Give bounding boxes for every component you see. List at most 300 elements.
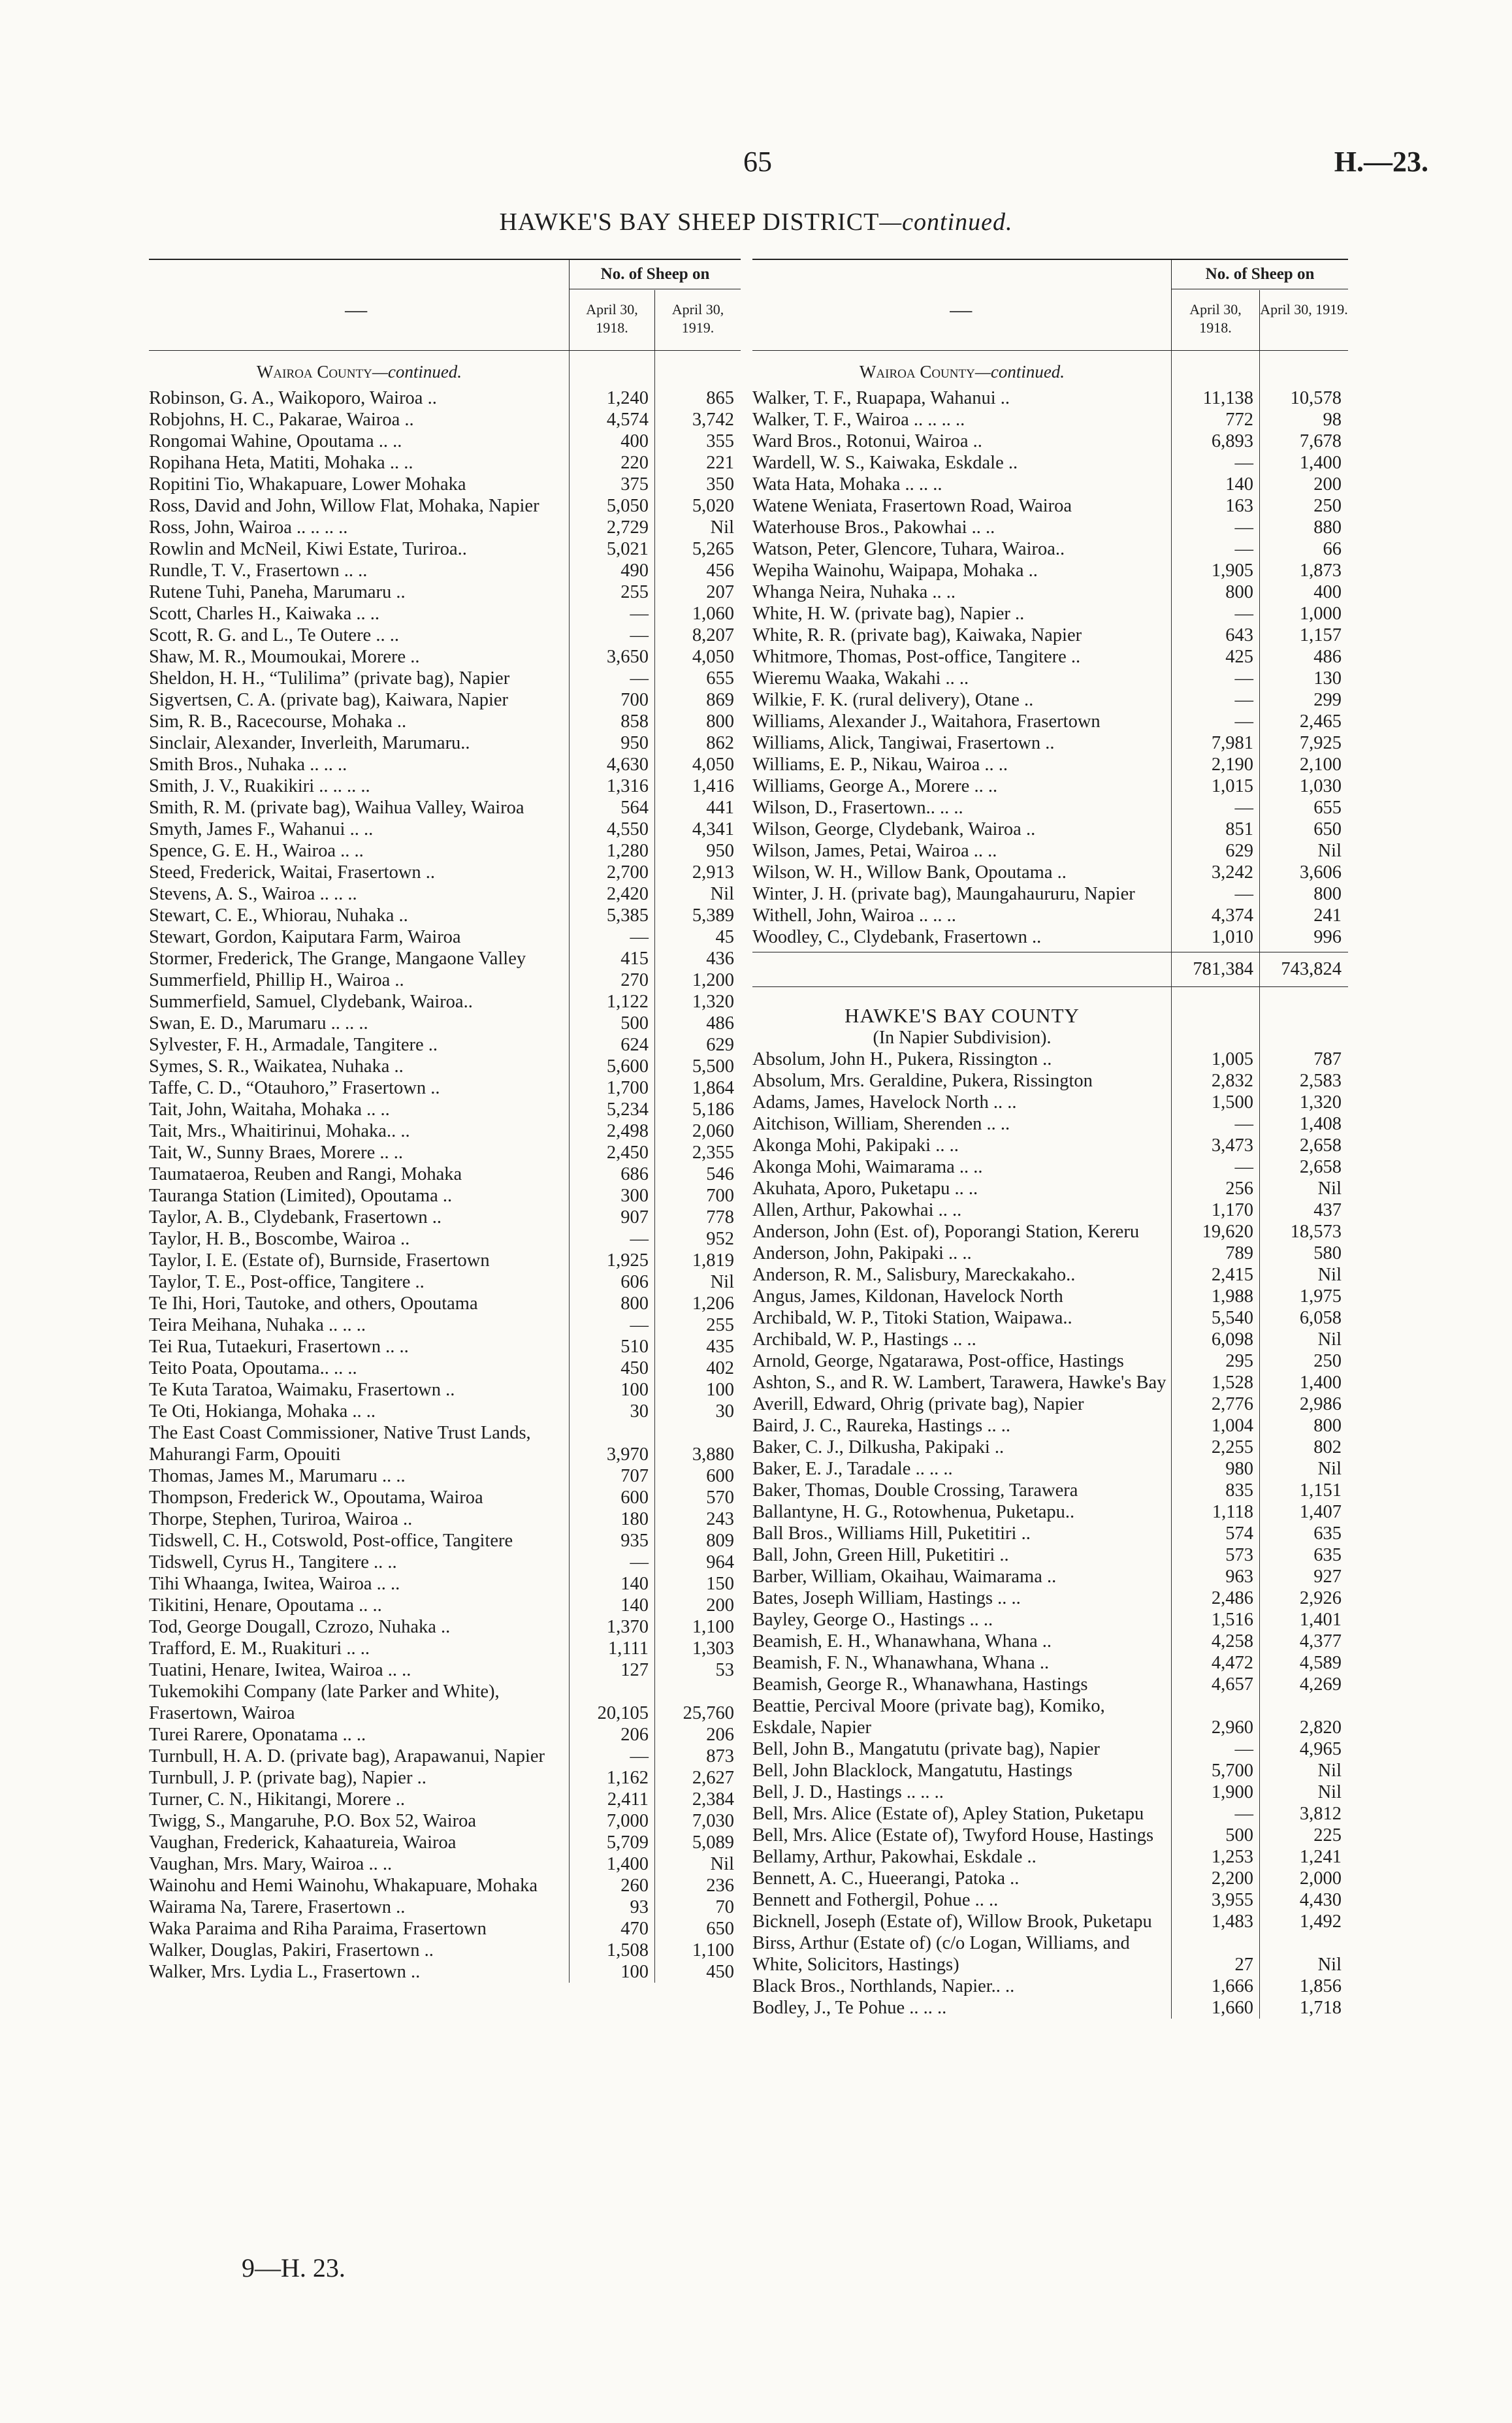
table-row — [149, 797, 741, 819]
table-row — [752, 1781, 1348, 1803]
sheep-1919: 8,207 — [692, 625, 734, 645]
owner-name: Archibald, W. P., Hastings .. .. — [752, 1329, 976, 1350]
owner-name: Tukemokihi Company (late Parker and White), Frasertown, Wairoa — [149, 1682, 500, 1723]
table-row — [752, 1501, 1348, 1523]
table-row — [149, 1832, 741, 1853]
sheep-1919: 2,465 — [1299, 711, 1342, 732]
sheep-1918: 2,190 — [1211, 755, 1253, 775]
table-row — [752, 1544, 1348, 1566]
table-row — [149, 1595, 741, 1616]
owner-name: Stewart, Gordon, Kaiputara Farm, Wairoa — [149, 927, 461, 947]
sheep-1918: — — [1234, 1739, 1253, 1759]
sheep-1919: 950 — [706, 841, 734, 861]
sheep-1919: 2,355 — [692, 1143, 734, 1163]
sheep-1919: 2,658 — [1299, 1135, 1342, 1156]
table-row — [149, 581, 741, 603]
sheep-1918: 4,657 — [1211, 1674, 1253, 1695]
table-row — [149, 775, 741, 797]
sheep-1918: 907 — [620, 1207, 649, 1228]
sheep-1918: — — [1234, 668, 1253, 689]
sheep-1918: 2,420 — [606, 884, 649, 904]
sheep-1918: 1,280 — [606, 841, 649, 861]
owner-name: Wilson, James, Petai, Wairoa .. .. — [752, 841, 997, 861]
table-row — [149, 948, 741, 969]
sheep-1919: 996 — [1313, 927, 1342, 947]
owner-name: Wepiha Wainohu, Waipapa, Mohaka .. — [752, 561, 1038, 581]
sheep-1918: — — [1234, 604, 1253, 624]
sheep-1918: 1,666 — [1211, 1976, 1253, 1996]
sheep-1918: 1,700 — [606, 1078, 649, 1098]
owner-name: Beattie, Percival Moore (private bag), Komiko, Eskdale, Napier — [752, 1696, 1105, 1738]
table-row — [752, 581, 1348, 603]
table-header — [149, 259, 741, 351]
table-row — [149, 452, 741, 474]
table-row — [752, 1976, 1348, 1997]
sheep-1919: 800 — [1313, 1416, 1342, 1436]
table-row — [752, 1092, 1348, 1113]
sheep-1918: 450 — [620, 1358, 649, 1378]
sheep-1918: 5,234 — [606, 1099, 649, 1120]
owner-name: Bicknell, Joseph (Estate of), Willow Brook, Puketapu — [752, 1911, 1152, 1932]
owner-name: Tuatini, Henare, Iwitea, Wairoa .. .. — [149, 1660, 411, 1680]
sheep-1918: 3,970 — [606, 1444, 649, 1465]
table-row — [752, 1372, 1348, 1393]
footer-reference: 9—H. 23. — [242, 2253, 346, 2283]
sheep-1918: 1,370 — [606, 1617, 649, 1637]
sheep-1918: 2,498 — [606, 1121, 649, 1141]
sheep-1919: 650 — [706, 1919, 734, 1939]
owner-name: Bayley, George O., Hastings .. .. — [752, 1610, 993, 1630]
sheep-1919: 150 — [706, 1574, 734, 1594]
sheep-1918: 1,111 — [607, 1638, 649, 1659]
table-row — [752, 387, 1348, 409]
owner-name: Taumataeroa, Reuben and Rangi, Mohaka — [149, 1164, 462, 1184]
sheep-1919: Nil — [1317, 841, 1342, 861]
county-total-row — [752, 952, 1348, 987]
owner-name: Steed, Frederick, Waitai, Frasertown .. — [149, 862, 436, 883]
table-row — [149, 1918, 741, 1940]
owner-name: Akuhata, Aporo, Puketapu .. .. — [752, 1179, 978, 1199]
owner-name: Absolum, John H., Pukera, Rissington .. — [752, 1049, 1052, 1069]
sheep-1918: 500 — [620, 1013, 649, 1033]
sheep-1918: 3,473 — [1211, 1135, 1253, 1156]
sheep-1919: 4,965 — [1299, 1739, 1342, 1759]
sheep-1918: 1,122 — [606, 992, 649, 1012]
owner-name: Bell, John Blacklock, Mangatutu, Hastings — [752, 1761, 1072, 1781]
sheep-1918: 1,015 — [1211, 776, 1253, 796]
sheep-1919: 1,873 — [1299, 561, 1342, 581]
owner-name: Smith, J. V., Ruakikiri .. .. .. .. — [149, 776, 370, 796]
owner-name: Smith Bros., Nuhaka .. .. .. — [149, 755, 347, 775]
table-row — [752, 1264, 1348, 1286]
owner-name: Williams, George A., Morere .. .. — [752, 776, 998, 796]
owner-name: Tod, George Dougall, Czrozo, Nuhaka .. — [149, 1617, 451, 1637]
owner-name: Sheldon, H. H., “Tulilima” (private bag), Napier — [149, 668, 510, 689]
owner-name: Vaughan, Frederick, Kahaatureia, Wairoa — [149, 1832, 457, 1853]
table-row — [752, 1156, 1348, 1178]
sheep-1919: 435 — [706, 1337, 734, 1357]
sheep-count-title: No. of Sheep on — [1172, 260, 1348, 289]
sheep-1918: — — [630, 927, 649, 947]
sheep-1918: 1,240 — [606, 388, 649, 408]
sheep-1918: 400 — [620, 431, 649, 451]
sheep-1918: 963 — [1225, 1567, 1253, 1587]
owner-name: Taylor, T. E., Post-office, Tangitere .. — [149, 1272, 425, 1292]
owner-name: Scott, Charles H., Kaiwaka .. .. — [149, 604, 380, 624]
table-row — [752, 862, 1348, 883]
table-row — [752, 775, 1348, 797]
table-row — [149, 625, 741, 646]
header-dash: — — [950, 298, 973, 322]
owner-name: Anderson, John, Pakipaki .. .. — [752, 1243, 972, 1263]
sheep-1919: 952 — [706, 1229, 734, 1249]
sheep-1919: 486 — [1313, 647, 1342, 667]
sheep-1919: 355 — [706, 431, 734, 451]
sheep-1918: 295 — [1225, 1351, 1253, 1371]
owner-name: Ball Bros., Williams Hill, Puketitiri .. — [752, 1523, 1031, 1544]
sheep-1918: 1,005 — [1211, 1049, 1253, 1069]
table-row — [752, 1221, 1348, 1243]
sheep-1918: 140 — [620, 1574, 649, 1594]
sheep-1918: 2,960 — [1211, 1717, 1253, 1738]
owner-name: Bell, Mrs. Alice (Estate of), Twyford House, Hastings — [752, 1825, 1154, 1846]
sheep-1918: 4,472 — [1211, 1653, 1253, 1673]
sheep-1918: 2,450 — [606, 1143, 649, 1163]
sheep-1919: 1,320 — [1299, 1092, 1342, 1113]
sheep-1919: 70 — [715, 1897, 734, 1917]
sheep-1919: 635 — [1313, 1545, 1342, 1565]
sheep-1919: 1,718 — [1299, 1998, 1342, 2018]
sheep-1918: 5,385 — [606, 905, 649, 926]
table-row — [752, 668, 1348, 689]
sheep-1918: 3,242 — [1211, 862, 1253, 883]
sheep-1918: 1,118 — [1212, 1502, 1253, 1522]
table-row — [149, 754, 741, 775]
sheep-1918: — — [1234, 1114, 1253, 1134]
table-row — [752, 1286, 1348, 1307]
sheep-1918: 260 — [620, 1876, 649, 1896]
sheep-1918: 5,709 — [606, 1832, 649, 1853]
owner-name: Walker, T. F., Wairoa .. .. .. .. — [752, 410, 965, 430]
sheep-1919: 4,341 — [692, 819, 734, 839]
table-row — [149, 474, 741, 495]
table-row — [149, 1767, 741, 1789]
sheep-1919: Nil — [1317, 1459, 1342, 1479]
table-row — [752, 603, 1348, 625]
county-name: Wairoa County — [859, 362, 975, 382]
sheep-1918: 606 — [620, 1272, 649, 1292]
total-1918: 781,384 — [1193, 959, 1253, 979]
sheep-1919: 53 — [715, 1660, 734, 1680]
sheep-1919: 5,500 — [692, 1056, 734, 1077]
owner-name: Wilkie, F. K. (rural delivery), Otane .. — [752, 690, 1034, 710]
sheep-1919: 778 — [706, 1207, 734, 1228]
table-row — [752, 625, 1348, 646]
table-row — [149, 1271, 741, 1293]
owner-name: Wilson, W. H., Willow Bank, Opoutama .. — [752, 862, 1067, 883]
sheep-1919: 350 — [706, 474, 734, 495]
owner-name: Tei Rua, Tutaekuri, Frasertown .. .. — [149, 1337, 409, 1357]
owner-name: Turei Rarere, Oponatama .. .. — [149, 1725, 366, 1745]
table-row — [752, 1070, 1348, 1092]
sheep-1919: Nil — [1317, 1179, 1342, 1199]
sheep-1919: Nil — [1317, 1761, 1342, 1781]
table-row — [149, 883, 741, 905]
owner-name: White, R. R. (private bag), Kaiwaka, Napier — [752, 625, 1082, 645]
sheep-1919: 236 — [706, 1876, 734, 1896]
owner-name: Thomas, James M., Marumaru .. .. — [149, 1466, 406, 1486]
owner-name: Symes, S. R., Waikatea, Nuhaka .. — [149, 1056, 404, 1077]
table-row — [752, 1199, 1348, 1221]
sheep-1918: — — [630, 1229, 649, 1249]
sheep-1918: — — [1234, 1804, 1253, 1824]
owner-name: White, H. W. (private bag), Napier .. — [752, 604, 1025, 624]
sheep-1919: 98 — [1323, 410, 1342, 430]
sheep-1919: 1,200 — [692, 970, 734, 990]
table-row — [752, 1889, 1348, 1911]
sheep-1918: 6,098 — [1211, 1329, 1253, 1350]
table-row — [752, 1631, 1348, 1652]
page-title — [0, 208, 1512, 236]
sheep-1919: 1,400 — [1299, 1373, 1342, 1393]
sheep-1919: 2,926 — [1299, 1588, 1342, 1608]
sheep-1918: — — [1234, 1157, 1253, 1177]
sheep-1919: 1,241 — [1299, 1847, 1342, 1867]
owner-name: Tidswell, Cyrus H., Tangitere .. .. — [149, 1552, 397, 1572]
table-row — [752, 1480, 1348, 1501]
owner-name: Twigg, S., Mangaruhe, P.O. Box 52, Wairoa — [149, 1811, 477, 1831]
table-row — [752, 1350, 1348, 1372]
table-row — [149, 1638, 741, 1659]
table-row — [149, 991, 741, 1013]
sheep-1919: 862 — [706, 733, 734, 753]
owner-name: Summerfield, Samuel, Clydebank, Wairoa.. — [149, 992, 473, 1012]
owner-name: Ropihana Heta, Matiti, Mohaka .. .. — [149, 453, 413, 473]
table-row — [149, 1659, 741, 1681]
sheep-1918: 27 — [1234, 1955, 1253, 1975]
owner-name: Tidswell, C. H., Cotswold, Post-office, Tangitere — [149, 1531, 513, 1551]
owner-name: Taylor, H. B., Boscombe, Wairoa .. — [149, 1229, 410, 1249]
owner-name: Archibald, W. P., Titoki Station, Waipawa.. — [752, 1308, 1072, 1328]
table-row — [752, 474, 1348, 495]
owner-name: Baird, J. C., Raureka, Hastings .. .. — [752, 1416, 1010, 1436]
owner-name: Winter, J. H. (private bag), Maungahaururu, Napier — [752, 884, 1135, 904]
sheep-1918: 851 — [1225, 819, 1253, 839]
owner-name: Taffe, C. D., “Otauhoro,” Frasertown .. — [149, 1078, 440, 1098]
sheep-1919: 2,384 — [692, 1789, 734, 1810]
sheep-1919: Nil — [1317, 1782, 1342, 1802]
table-row — [149, 1530, 741, 1552]
sheep-1919: 570 — [706, 1488, 734, 1508]
owner-name: Wata Hata, Mohaka .. .. .. — [752, 474, 942, 495]
owner-name: Swan, E. D., Marumaru .. .. .. — [149, 1013, 368, 1033]
table-row — [149, 603, 741, 625]
owner-name: Watson, Peter, Glencore, Tuhara, Wairoa.. — [752, 539, 1065, 559]
table-row — [752, 1049, 1348, 1070]
table-row — [752, 1825, 1348, 1846]
table-row — [149, 668, 741, 689]
sheep-1919: 880 — [1313, 517, 1342, 538]
table-row — [149, 387, 741, 409]
sheep-1918: 7,981 — [1211, 733, 1253, 753]
sheep-1918: 500 — [1225, 1825, 1253, 1846]
table-row — [752, 538, 1348, 560]
owner-name: Sim, R. B., Racecourse, Mohaka .. — [149, 711, 407, 732]
sheep-1918: — — [630, 625, 649, 645]
sheep-1919: 207 — [706, 582, 734, 602]
owner-name: Walker, T. F., Ruapapa, Wahanui .. — [752, 388, 1010, 408]
sheep-1919: 130 — [1313, 668, 1342, 689]
sheep-1919: 2,100 — [1299, 755, 1342, 775]
sheep-1919: 10,578 — [1290, 388, 1342, 408]
owner-name: Arnold, George, Ngatarawa, Post-office, Hastings — [752, 1351, 1124, 1371]
header-dash: — — [345, 298, 368, 322]
owner-name: Taylor, I. E. (Estate of), Burnside, Frasertown — [149, 1250, 490, 1271]
sheep-1918: 629 — [1225, 841, 1253, 861]
sheep-1919: 221 — [706, 453, 734, 473]
sheep-1919: 873 — [706, 1746, 734, 1766]
sheep-1919: Nil — [710, 1854, 734, 1874]
sheep-1918: 1,900 — [1211, 1782, 1253, 1802]
sheep-1919: 2,583 — [1299, 1071, 1342, 1091]
owner-name: Bell, John B., Mangatutu (private bag), Napier — [752, 1739, 1100, 1759]
table-row — [752, 1135, 1348, 1156]
table-row — [149, 1120, 741, 1142]
table-row — [149, 1142, 741, 1163]
sheep-1918: 1,660 — [1211, 1998, 1253, 2018]
sheep-1919: 7,678 — [1299, 431, 1342, 451]
owner-name: Summerfield, Phillip H., Wairoa .. — [149, 970, 404, 990]
table-row — [149, 1077, 741, 1099]
table-row — [149, 1616, 741, 1638]
sheep-1919: 25,760 — [683, 1703, 734, 1723]
sheep-1919: 4,050 — [692, 755, 734, 775]
county-heading — [752, 351, 1348, 387]
sheep-1918: 686 — [620, 1164, 649, 1184]
table-row — [752, 1803, 1348, 1825]
sheep-1919: 800 — [1313, 884, 1342, 904]
sheep-1919: 1,303 — [692, 1638, 734, 1659]
owner-name: Beamish, E. H., Whanawhana, Whana .. — [752, 1631, 1052, 1651]
sheep-1918: 30 — [630, 1401, 649, 1422]
sheep-1919: 1,060 — [692, 604, 734, 624]
sheep-1919: Nil — [1317, 1329, 1342, 1350]
sheep-1918: 4,374 — [1211, 905, 1253, 926]
table-row — [752, 754, 1348, 775]
table-row — [149, 1724, 741, 1746]
sheep-1919: 1,400 — [1299, 453, 1342, 473]
right-column — [752, 259, 1348, 2019]
sheep-1918: 643 — [1225, 625, 1253, 645]
sheep-1919: 2,913 — [692, 862, 734, 883]
owner-name: Withell, John, Wairoa .. .. .. — [752, 905, 956, 926]
owner-name: Watene Weniata, Frasertown Road, Wairoa — [752, 496, 1072, 516]
owner-name: The East Coast Commissioner, Native Trust Lands, Mahurangi Farm, Opouiti — [149, 1423, 531, 1465]
sheep-1918: — — [1234, 711, 1253, 732]
table-row — [149, 819, 741, 840]
table-row — [149, 517, 741, 538]
table-row — [752, 905, 1348, 926]
owner-name: Sigvertsen, C. A. (private bag), Kaiwara, Napier — [149, 690, 509, 710]
owner-name: Walker, Mrs. Lydia L., Frasertown .. — [149, 1962, 421, 1982]
table-row — [752, 1760, 1348, 1781]
sheep-1919: 206 — [706, 1725, 734, 1745]
owner-name: Te Ihi, Hori, Tautoke, and others, Opoutama — [149, 1293, 478, 1314]
owner-name: Birss, Arthur (Estate of) (c/o Logan, Williams, and White, Solicitors, Hastings) — [752, 1933, 1130, 1975]
table-row — [752, 819, 1348, 840]
left-column — [149, 259, 741, 1983]
sheep-1919: 250 — [1313, 1351, 1342, 1371]
table-row — [752, 1674, 1348, 1695]
sheep-1919: 5,020 — [692, 496, 734, 516]
table-row — [149, 1207, 741, 1228]
table-row — [752, 1113, 1348, 1135]
sheep-1919: 3,880 — [692, 1444, 734, 1465]
owner-name: Allen, Arthur, Pakowhai .. .. — [752, 1200, 962, 1220]
sheep-1919: 4,050 — [692, 647, 734, 667]
owner-name: Stevens, A. S., Wairoa .. .. .. — [149, 884, 357, 904]
owner-name: Rowlin and McNeil, Kiwi Estate, Turiroa.. — [149, 539, 467, 559]
sheep-1918: 127 — [620, 1660, 649, 1680]
sheep-1919: 3,812 — [1299, 1804, 1342, 1824]
right-table-body — [752, 351, 1348, 2019]
owner-name: Adams, James, Havelock North .. .. — [752, 1092, 1017, 1113]
table-row — [149, 905, 741, 926]
sheep-1918: 3,650 — [606, 647, 649, 667]
owner-name: Robinson, G. A., Waikoporo, Wairoa .. — [149, 388, 437, 408]
county-continued: —continued. — [372, 362, 462, 382]
owner-name: Anderson, John (Est. of), Poporangi Station, Kereru — [752, 1222, 1140, 1242]
owner-name: Smyth, James F., Wahanui .. .. — [149, 819, 374, 839]
owner-name: Te Oti, Hokianga, Mohaka .. .. — [149, 1401, 376, 1422]
sheep-1918: — — [630, 1552, 649, 1572]
sheep-count-header — [569, 260, 741, 350]
sheep-1919: 1,401 — [1299, 1610, 1342, 1630]
table-row — [149, 1358, 741, 1379]
sheep-1918: 490 — [620, 561, 649, 581]
owner-name: Stormer, Frederick, The Grange, Mangaone Valley — [149, 949, 526, 969]
sheep-1919: 865 — [706, 388, 734, 408]
table-row — [752, 1243, 1348, 1264]
table-row — [752, 840, 1348, 862]
sheep-1918: 163 — [1225, 496, 1253, 516]
owner-name: Rongomai Wahine, Opoutama .. .. — [149, 431, 402, 451]
section-title: HAWKE'S BAY COUNTY — [844, 1004, 1080, 1027]
sheep-1919: 7,030 — [692, 1811, 734, 1831]
sheep-1918: 1,528 — [1211, 1373, 1253, 1393]
sheep-1918: 270 — [620, 970, 649, 990]
sheep-1919: 1,416 — [692, 776, 734, 796]
sheep-1919: 6,058 — [1299, 1308, 1342, 1328]
table-row — [149, 1013, 741, 1034]
owner-name: Tait, W., Sunny Braes, Morere .. .. — [149, 1143, 404, 1163]
sheep-1918: 2,729 — [606, 517, 649, 538]
owner-name: Smith, R. M. (private bag), Waihua Valley, Wairoa — [149, 798, 524, 818]
owner-name: Akonga Mohi, Waimarama .. .. — [752, 1157, 983, 1177]
owner-name: Wardell, W. S., Kaiwaka, Eskdale .. — [752, 453, 1018, 473]
sheep-1918: 800 — [620, 1293, 649, 1314]
owner-name: Whanga Neira, Nuhaka .. .. — [752, 582, 956, 602]
sheep-1919: 456 — [706, 561, 734, 581]
owner-name: Shaw, M. R., Moumoukai, Morere .. — [149, 647, 420, 667]
table-row — [149, 495, 741, 517]
sheep-1918: — — [1234, 517, 1253, 538]
owner-name: Walker, Douglas, Pakiri, Frasertown .. — [149, 1940, 434, 1960]
sheep-1918: 772 — [1225, 410, 1253, 430]
owner-name: Tait, Mrs., Whaitirinui, Mohaka.. .. — [149, 1121, 410, 1141]
sheep-1919: Nil — [710, 884, 734, 904]
sheep-1919: 869 — [706, 690, 734, 710]
